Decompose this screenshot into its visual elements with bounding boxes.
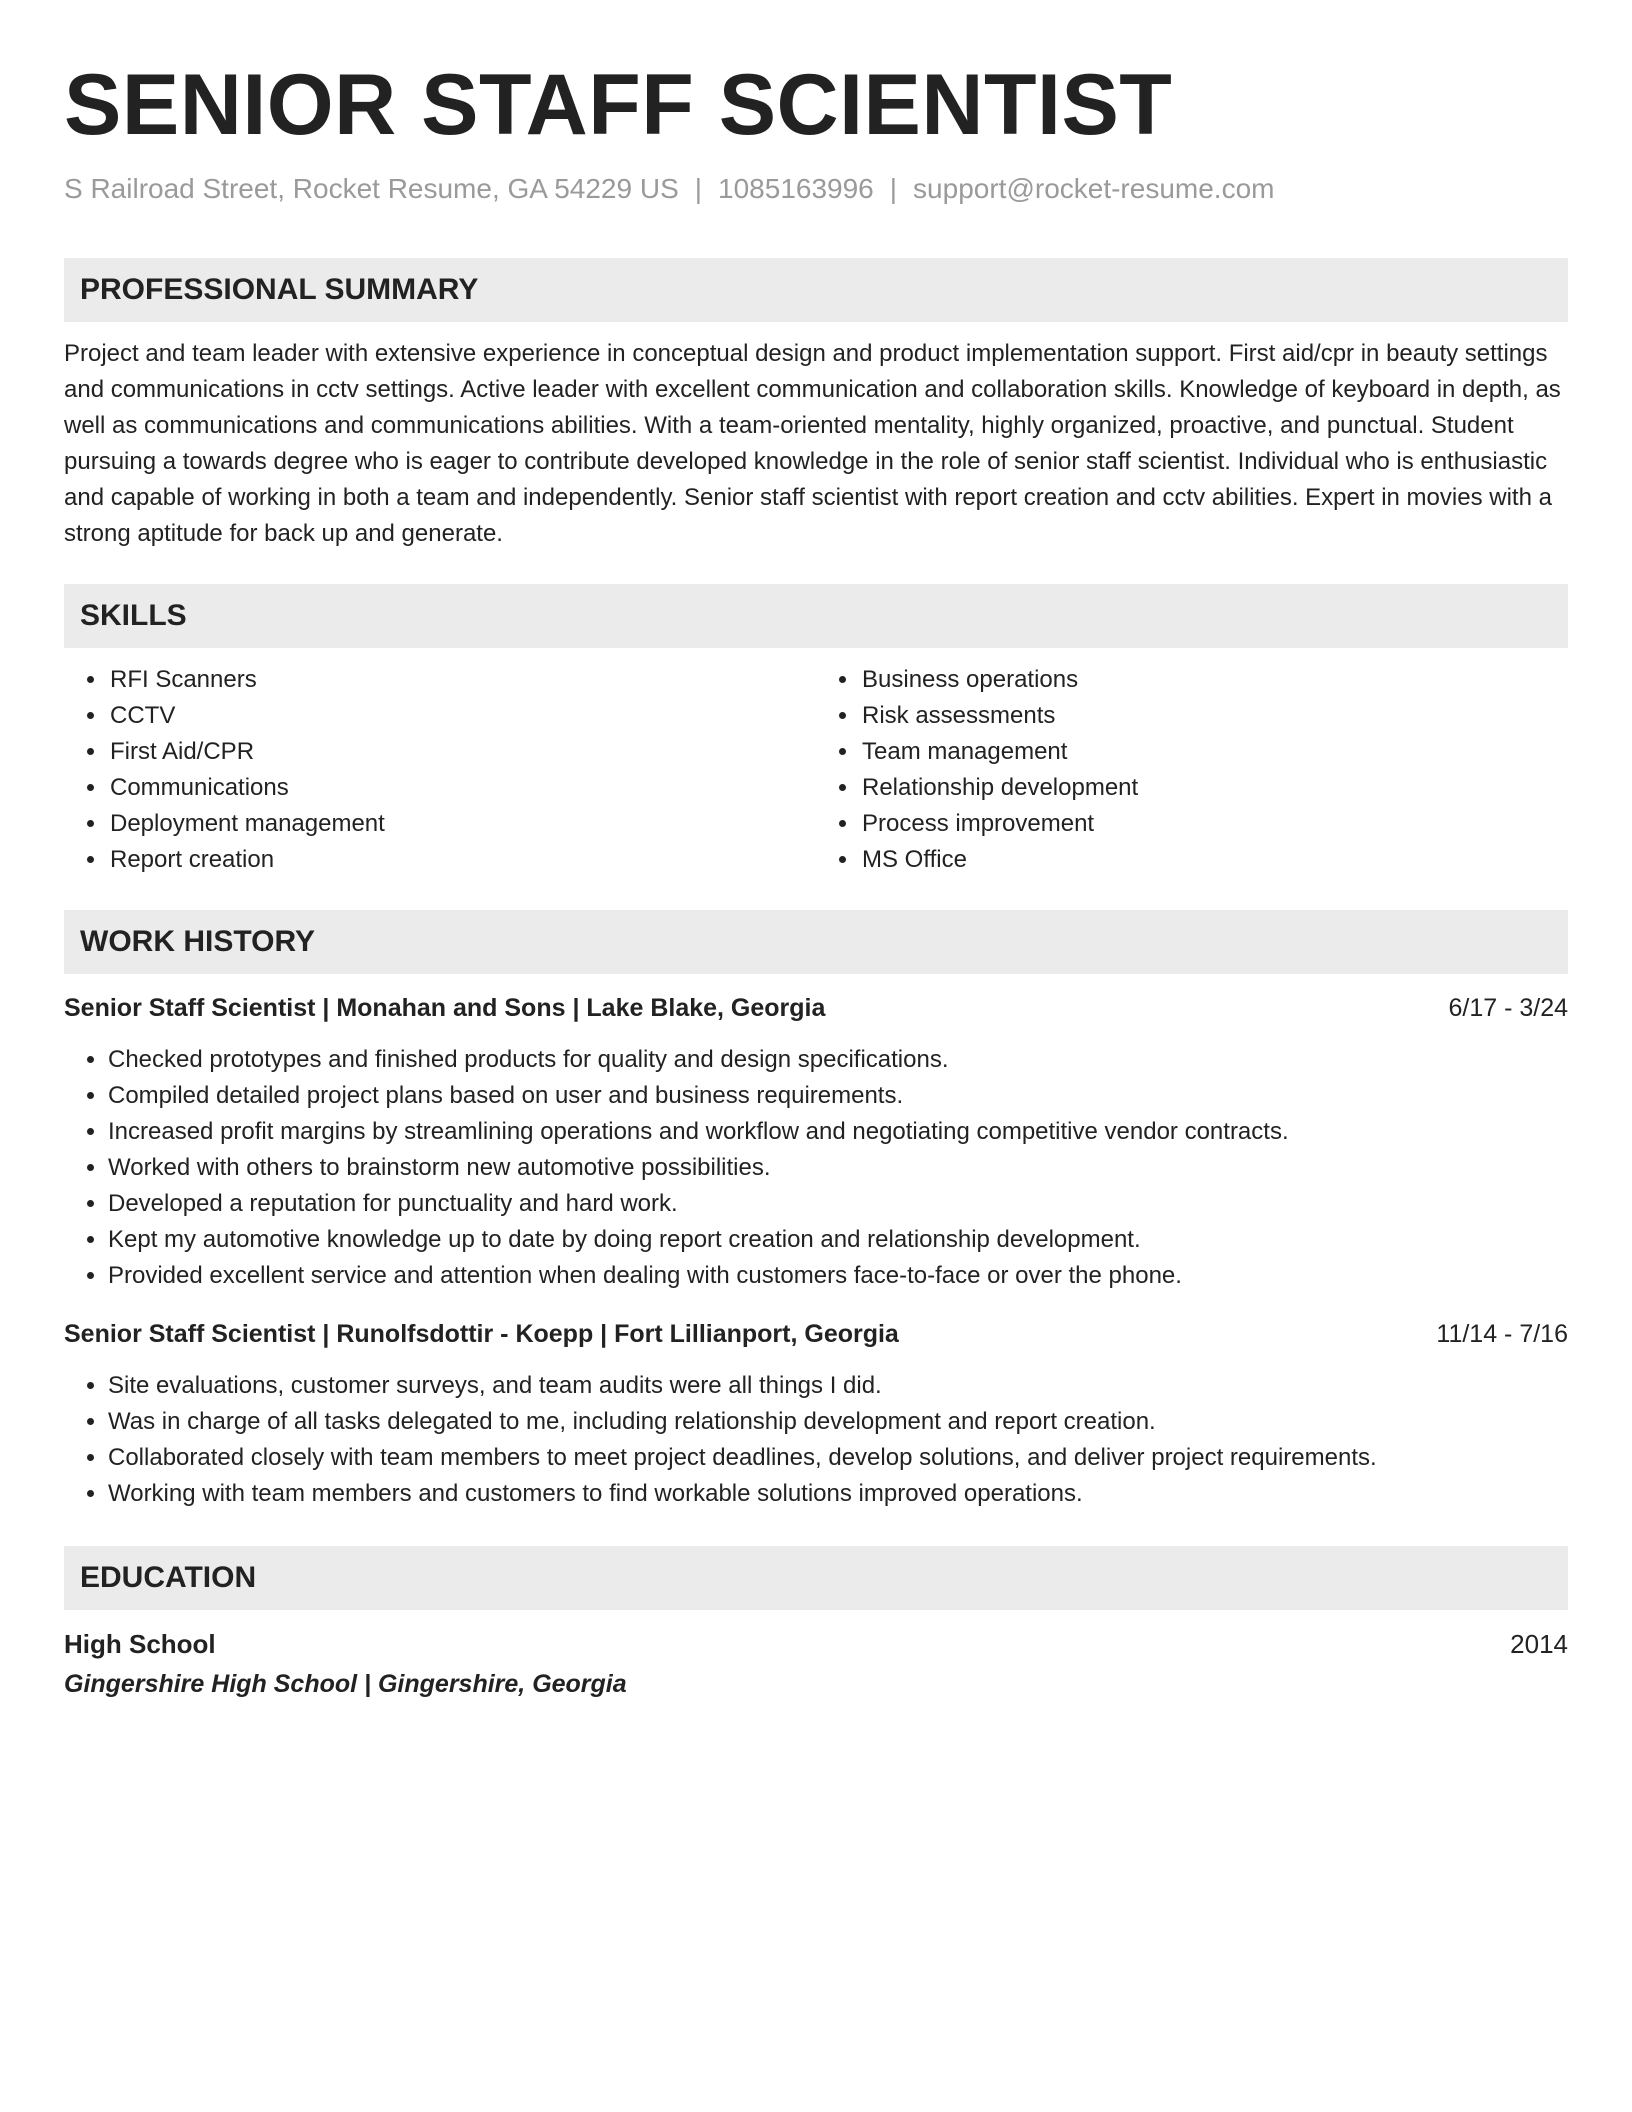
job-header: [64, 990, 1568, 1026]
job-title: Senior Staff Scientist | Monahan and Sons | Lake Blake, Georgia: [64, 993, 826, 1022]
education-year: 2014: [1510, 1628, 1568, 1659]
skill-item: • RFI Scanners: [108, 662, 816, 698]
skill-item: • Relationship development: [860, 770, 1568, 806]
contact-address: S Railroad Street, Rocket Resume, GA 54229 US: [64, 173, 679, 204]
job-bullet: • Kept my automotive knowledge up to date by doing report creation and relationship development.: [108, 1222, 1568, 1258]
education-header: [64, 1626, 1568, 1662]
job-bullet: • Worked with others to brainstorm new automotive possibilities.: [108, 1150, 1568, 1186]
contact-separator: |: [694, 173, 703, 204]
resume-name: SENIOR STAFF SCIENTIST: [64, 57, 1173, 153]
skills-grid: [64, 662, 1568, 878]
skill-item: • Business operations: [860, 662, 1568, 698]
job-bullet: • Provided excellent service and attention when dealing with customers face-to-face or over the phone.: [108, 1258, 1568, 1294]
job-bullet: • Working with team members and customers to find workable solutions improved operations.: [108, 1476, 1568, 1512]
summary-text: Project and team leader with extensive experience in conceptual design and product implementation support. First aid/cpr in beauty settings and communications in cctv settings. Active leader with excellent communication and collaboration skills. Knowledge of keyboard in depth, as well as communications and communications abilities. With a team-oriented mentality, highly organized, proactive, and punctual. Student pursuing a towards degree who is eager to contribute developed knowledge in the role of senior staff scientist. Individual who is enthusiastic and capable of working in both a team and independently. Senior staff scientist with report creation and cctv abilities. Expert in movies with a strong aptitude for back up and generate.: [64, 339, 1561, 547]
skill-item: • Communications: [108, 770, 816, 806]
job-bullet: • Checked prototypes and finished products for quality and design specifications.: [108, 1042, 1568, 1078]
skill-item: • Team management: [860, 734, 1568, 770]
education-school: Gingershire High School | Gingershire, Georgia: [64, 1669, 627, 1698]
skill-item: • CCTV: [108, 698, 816, 734]
skills-column-right: [816, 662, 1568, 878]
contact-email: support@rocket-resume.com: [913, 173, 1275, 204]
job-bullet: • Collaborated closely with team members to meet project deadlines, develop solutions, and deliver project requirements.: [108, 1440, 1568, 1476]
skill-item: • MS Office: [860, 842, 1568, 878]
section-heading-work-history: WORK HISTORY: [64, 910, 1568, 974]
job-bullets: [64, 1042, 1568, 1294]
skill-item: • Deployment management: [108, 806, 816, 842]
job-bullet: • Was in charge of all tasks delegated to me, including relationship development and report creation.: [108, 1404, 1568, 1440]
skill-item: • Risk assessments: [860, 698, 1568, 734]
job-dates: 11/14 - 7/16: [1436, 1319, 1568, 1348]
job-bullet: • Compiled detailed project plans based on user and business requirements.: [108, 1078, 1568, 1114]
section-heading-skills: SKILLS: [64, 584, 1568, 648]
job-bullet: • Site evaluations, customer surveys, and team audits were all things I did.: [108, 1368, 1568, 1404]
skill-item: • Process improvement: [860, 806, 1568, 842]
job-header: [64, 1316, 1568, 1352]
skill-item: • Report creation: [108, 842, 816, 878]
section-heading-summary: PROFESSIONAL SUMMARY: [64, 258, 1568, 322]
contact-line: [64, 172, 1568, 206]
job-bullets: [64, 1368, 1568, 1512]
job-bullet: • Developed a reputation for punctuality and hard work.: [108, 1186, 1568, 1222]
job-dates: 6/17 - 3/24: [1448, 993, 1568, 1022]
skills-column-left: [64, 662, 816, 878]
education-degree: High School: [64, 1628, 216, 1659]
contact-phone: 1085163996: [718, 173, 874, 204]
contact-separator: |: [889, 173, 898, 204]
section-heading-education: EDUCATION: [64, 1546, 1568, 1610]
job-bullet: • Increased profit margins by streamlining operations and workflow and negotiating competitive vendor contracts.: [108, 1114, 1568, 1150]
job-title: Senior Staff Scientist | Runolfsdottir - Koepp | Fort Lillianport, Georgia: [64, 1319, 899, 1348]
skill-item: • First Aid/CPR: [108, 734, 816, 770]
